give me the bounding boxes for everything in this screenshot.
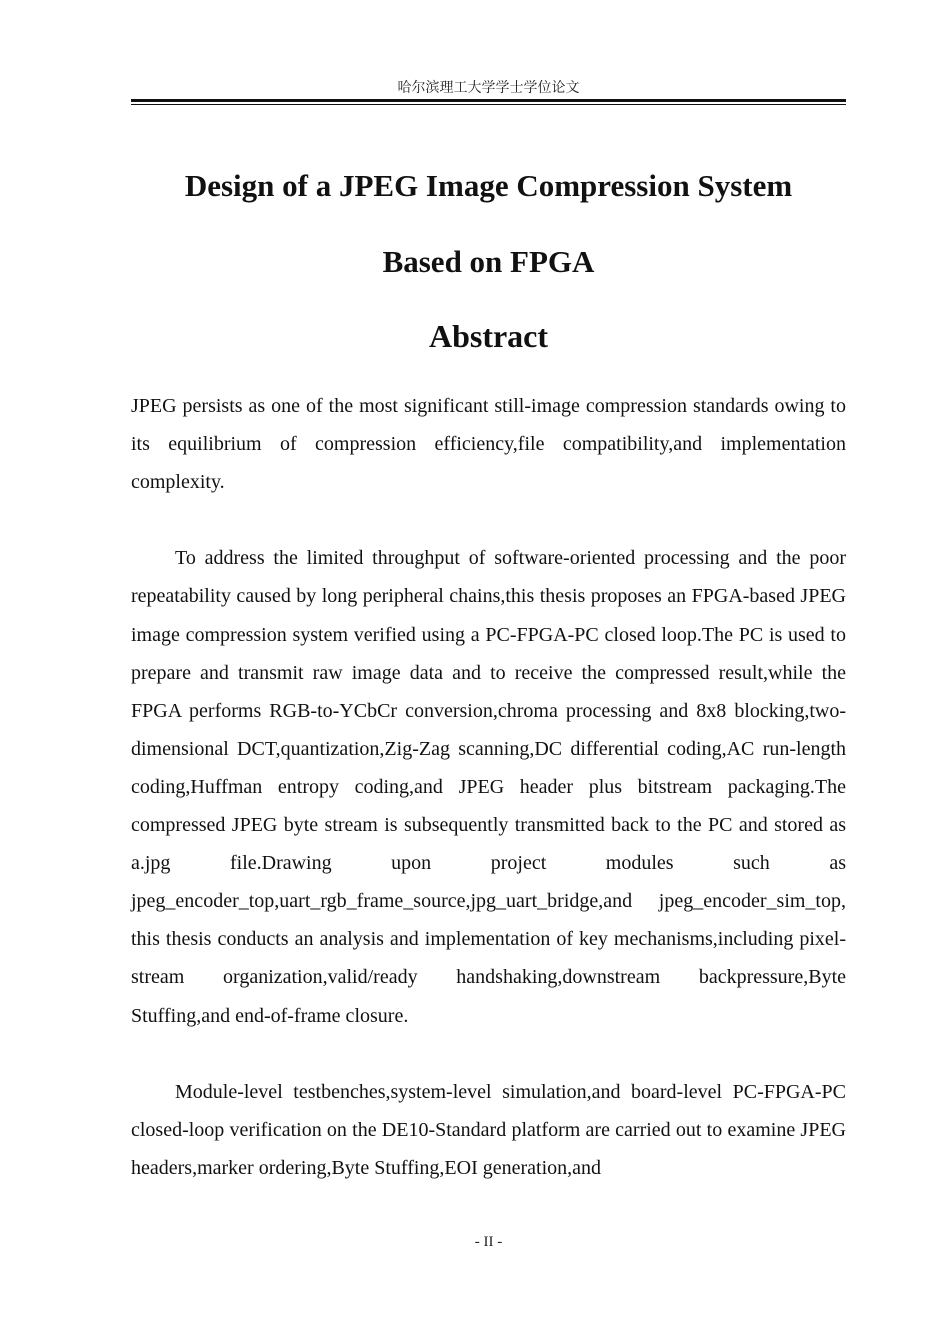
abstract-heading: Abstract (428, 318, 549, 354)
thesis-title-line-1: Design of a JPEG Image Compression System (184, 168, 793, 203)
running-header: 哈尔滨理工大学学士学位论文 (397, 80, 580, 96)
abstract-paragraph-1: JPEG persists as one of the most significant still-image compression standards owing to its equilibrium of compression efficiency,file compatibility,and implementation complexity. (131, 395, 846, 494)
abstract-paragraph-2: To address the limited throughput of software-oriented processing and the poor repeatability caused by long peripheral chains,this thesis proposes an FPGA-based JPEG image compression system verified using a PC-FPGA-PC closed loop.The PC is used to prepare and transmit raw image data and to receive the compressed result,while the FPGA performs RGB-to-YCbCr conversion,chroma processing and 8x8 blocking,two-dimensional DCT,quantization,Zig-Zag scanning,DC differential coding,AC run-length coding,Huffman entropy coding,and JPEG header plus bitstream packaging.The compressed JPEG byte stream is subsequently transmitted back to the PC and stored as a.jpg file.Drawing upon project modules such as jpeg_encoder_top,uart_rgb_frame_source,jpg_uart_bridge,and jpeg_encoder_sim_top, this thesis conducts an analysis and implementation of key mechanisms,including pixel-stream organization,valid/ready handshaking,downstream backpressure,Byte Stuffing,and end-of-frame closure. (131, 547, 846, 1027)
paragraph-gap (131, 501, 846, 539)
thesis-title (131, 148, 846, 300)
header-rule-thick (131, 99, 846, 102)
abstract-body (131, 387, 846, 1187)
paragraph-gap (131, 1035, 846, 1073)
page-number: - II - (474, 1234, 503, 1250)
thesis-title-line-2: Based on FPGA (382, 244, 595, 279)
header-rule-thin (131, 104, 846, 105)
abstract-paragraph-3: Module-level testbenches,system-level simulation,and board-level PC-FPGA-PC closed-loop verification on the DE10-Standard platform are carried out to examine JPEG headers,marker ordering,Byte Stuffing,EOI generation,and (131, 1080, 846, 1179)
